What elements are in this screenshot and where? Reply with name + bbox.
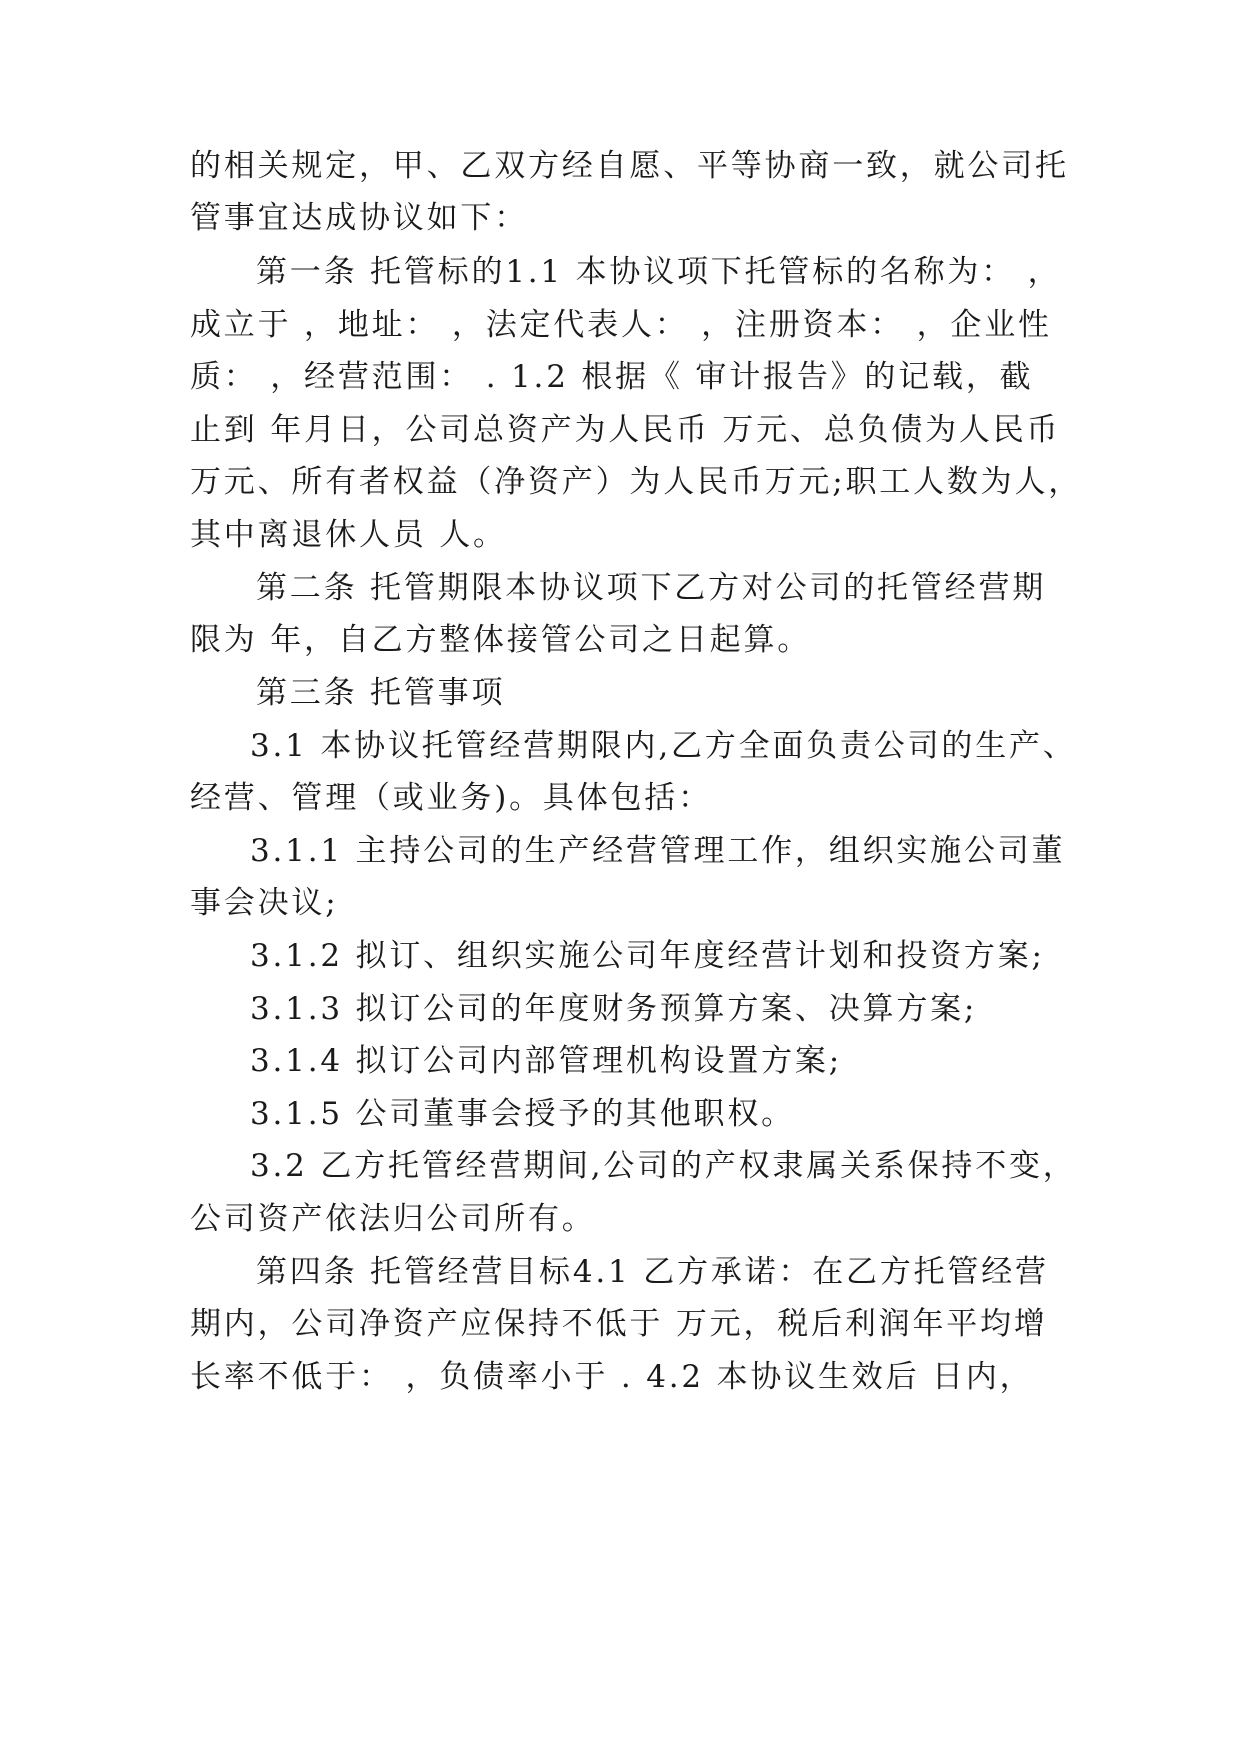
text-line: 限为 年，自乙方整体接管公司之日起算。 [190, 622, 812, 658]
text-line: 3.1.2 拟订、组织实施公司年度经营计划和投资方案; [250, 938, 1045, 974]
text-line: 的相关规定，甲、乙双方经自愿、平等协商一致，就公司托 [190, 148, 1069, 184]
text-line: 3.1.3 拟订公司的年度财务预算方案、决算方案; [250, 991, 978, 1027]
text-line: 3.1.4 拟订公司内部管理机构设置方案; [250, 1043, 842, 1079]
text-line: 管事宜达成协议如下： [190, 200, 528, 236]
text-line: 其中离退休人员 人。 [190, 517, 507, 553]
text-line: 质： ，经营范围： . 1.2 根据《 审计报告》的记载，截 [190, 359, 1034, 395]
text-line: 期内，公司净资产应保持不低于 万元，税后利润年平均增 [190, 1306, 1048, 1342]
text-line: 3.1.5 公司董事会授予的其他职权。 [250, 1096, 795, 1132]
text-line: 经营、管理（或业务)。具体包括： [190, 780, 712, 816]
text-line: 长率不低于： ，负债率小于 . 4.2 本协议生效后 日内， [190, 1359, 1034, 1395]
text-line: 3.1.1 主持公司的生产经营管理工作，组织实施公司董 [250, 833, 1066, 869]
text-line: 成立于 ，地址： ，法定代表人： ，注册资本： ，企业性 [190, 307, 1052, 343]
clause-heading-2: 第二条 托管期限本协议项下乙方对公司的托管经营期 [256, 570, 1047, 606]
text-line: 3.1 本协议托管经营期限内,乙方全面负责公司的生产、 [250, 728, 1077, 764]
text-line: 万元、所有者权益（净资产）为人民币万元;职工人数为人， [190, 464, 1083, 500]
clause-heading-1: 第一条 托管标的1.1 本协议项下托管标的名称为： ， [256, 254, 1062, 290]
text-line: 公司资产依法归公司所有。 [190, 1201, 596, 1237]
text-line: 3.2 乙方托管经营期间,公司的产权隶属关系保持不变， [250, 1148, 1077, 1184]
clause-heading-3: 第三条 托管事项 [256, 675, 506, 711]
text-line: 止到 年月日，公司总资产为人民币 万元、总负债为人民币 [190, 412, 1061, 448]
text-line: 事会决议; [190, 885, 339, 921]
clause-heading-4: 第四条 托管经营目标4.1 乙方承诺：在乙方托管经营 [256, 1254, 1049, 1290]
